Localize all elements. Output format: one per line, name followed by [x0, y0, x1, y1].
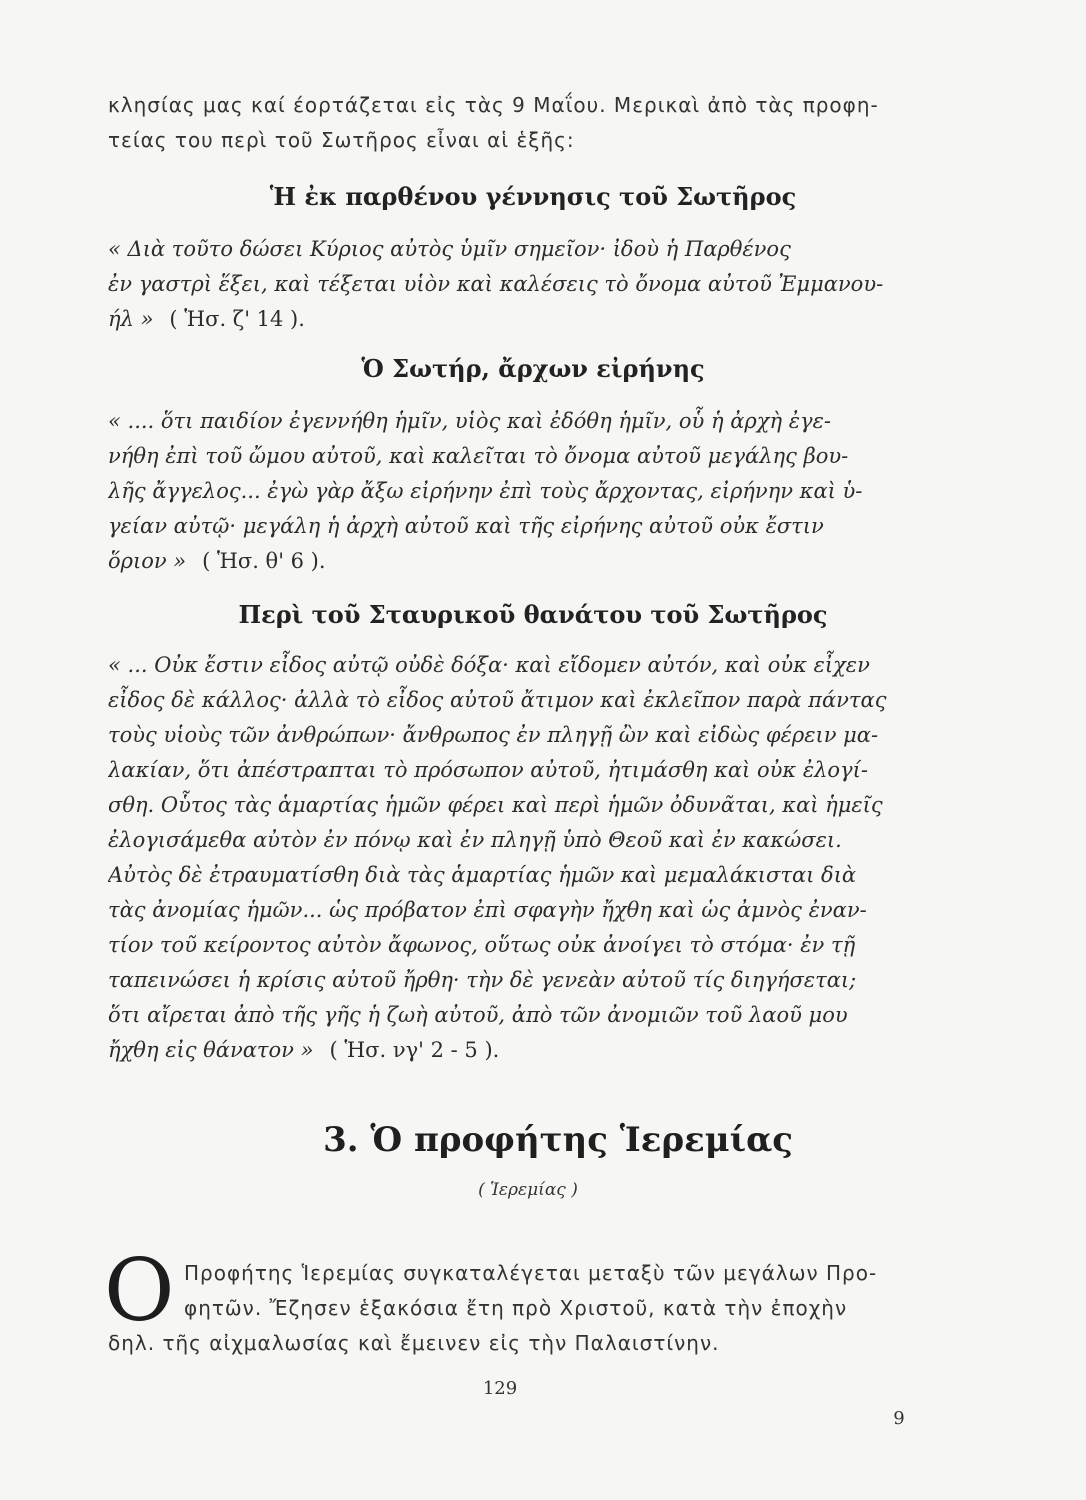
quote-line: « ... Οὐκ ἔστιν εἶδος αὐτῷ οὐδὲ δόξα· καὶ εἴδομεν αὐτόν, καὶ οὐκ εἶχεν [108, 653, 870, 677]
quote-line: σθη. Οὗτος τὰς ἁμαρτίας ἡμῶν φέρει καὶ περὶ ἡμῶν ὀδυνᾶται, καὶ ἡμεῖς [108, 793, 883, 817]
section-heading-crucifixion: Περὶ τοῦ Σταυρικοῦ θανάτου τοῦ Σωτῆρος [238, 600, 828, 629]
quote-line: Αὐτὸς δὲ ἐτραυματίσθη διὰ τὰς ἁμαρτίας ἡμῶν καὶ μεμαλάκισται διὰ [108, 863, 857, 887]
quote-line-text: ὅριον » [108, 549, 187, 573]
scripture-reference: ( Ἡσ. θ' 6 ). [202, 549, 326, 573]
quote-line: τίον τοῦ κείροντος αὐτὸν ἄφωνος, οὕτως οὐκ ἀνοίγει τὸ στόμα· ἐν τῇ [108, 933, 856, 957]
section-heading-virgin-birth: Ἡ ἐκ παρθένου γέννησις τοῦ Σωτῆρος [269, 182, 797, 211]
quote-line: ὅτι αἴρεται ἀπὸ τῆς γῆς ἡ ζωὴ αὐτοῦ, ἀπὸ τῶν ἀνομιῶν τοῦ λαοῦ μου [108, 1003, 848, 1027]
intro-line: κλησίας μας καί έορτάζεται εἰς τὰς 9 Μαΐου. Μερικαὶ ἀπὸ τὰς προφη- [108, 93, 879, 117]
section-quote-crucifixion [108, 648, 936, 1068]
quote-line: « .... ὅτι παιδίον ἐγεννήθη ἡμῖν, υἱὸς καὶ ἐδόθη ἡμῖν, οὗ ἡ ἀρχὴ ἐγε- [108, 409, 831, 433]
quote-line-text: ήλ » [108, 307, 154, 331]
quote-line: γείαν αὐτῷ· μεγάλη ἡ ἀρχὴ αὐτοῦ καὶ τῆς εἰρήνης αὐτοῦ οὐκ ἔστιν [108, 514, 824, 538]
quote-line [108, 544, 936, 579]
scripture-reference: ( Ἡσ. ζ' 14 ). [169, 307, 305, 331]
section-quote-virgin-birth [108, 232, 936, 337]
intro-paragraph [108, 88, 936, 158]
quote-line: λῆς ἄγγελος... ἐγὼ γὰρ ἄξω εἰρήνην ἐπὶ τοὺς ἄρχοντας, εἰρήνην καὶ ὑ- [108, 479, 863, 503]
quote-line: ἐν γαστρὶ ἕξει, καὶ τέξεται υἱὸν καὶ καλέσεις τὸ ὄνομα αὐτοῦ Ἐμμανου- [108, 272, 884, 296]
page-number: 129 [482, 1378, 518, 1399]
quote-line: εἶδος δὲ κάλλος· ἀλλὰ τὸ εἶδος αὐτοῦ ἄτιμον καὶ ἐκλεῖπον παρὰ πάντας [108, 688, 887, 712]
scripture-reference: ( Ἡσ. νγ' 2 - 5 ). [329, 1038, 500, 1062]
quote-line [108, 302, 936, 337]
intro-line: τείας του περὶ τοῦ Σωτῆρος εἶναι αἱ ἑξῆς: [108, 128, 575, 152]
quote-line: « Διὰ τοῦτο δώσει Κύριος αὐτὸς ὑμῖν σημεῖον· ἰδοὺ ἡ Παρθένος [108, 237, 791, 261]
quote-line: τοὺς υἱοὺς τῶν ἀνθρώπων· ἄνθρωπος ἐν πληγῇ ὢν καὶ εἰδὼς φέρειν μα- [108, 723, 879, 747]
quote-line [108, 1033, 936, 1068]
quote-line: λακίαν, ὅτι ἀπέστραπται τὸ πρόσωπον αὐτοῦ, ἠτιμάσθη καὶ οὐκ ἐλογί- [108, 758, 868, 782]
chapter-title: 3. Ὁ προφήτης Ἱερεμίας [323, 1120, 793, 1160]
body-line: δηλ. τῆς αἰχμαλωσίας καὶ ἔμεινεν εἰς τὴν Παλαιστίνην. [108, 1331, 720, 1355]
chapter-body-paragraph [108, 1256, 936, 1361]
chapter-subtitle: ( Ἱερεμίας ) [478, 1180, 578, 1200]
drop-cap: Ο [104, 1241, 175, 1341]
quote-line: τὰς ἀνομίας ἡμῶν... ὡς πρόβατον ἐπὶ σφαγὴν ἤχθη καὶ ὡς ἀμνὸς ἐναν- [108, 898, 867, 922]
body-line: Προφήτης Ἱερεμίας συγκαταλέγεται μεταξὺ τῶν μεγάλων Προ- [184, 1261, 878, 1285]
quote-line: νήθη ἐπὶ τοῦ ὤμου αὐτοῦ, καὶ καλεῖται τὸ ὄνομα αὐτοῦ μεγάλης βου- [108, 444, 849, 468]
section-quote-prince-of-peace [108, 404, 936, 579]
body-line: φητῶν. Ἔζησεν ἑξακόσια ἔτη πρὸ Χριστοῦ, κατὰ τὴν ἐποχὴν [184, 1296, 848, 1320]
quote-line-text: ἤχθη εἰς θάνατον » [108, 1038, 314, 1062]
section-heading-prince-of-peace: Ὁ Σωτήρ, ἄρχων εἰρήνης [361, 354, 705, 383]
quote-line: ἐλογισάμεθα αὐτὸν ἐν πόνῳ καὶ ἐν πληγῇ ὑπὸ Θεοῦ καὶ ἐν κακώσει. [108, 828, 842, 852]
quote-line: ταπεινώσει ἡ κρίσις αὐτοῦ ἤρθη· τὴν δὲ γενεὰν αὐτοῦ τίς διηγήσεται; [108, 968, 857, 992]
signature-mark: 9 [893, 1408, 905, 1429]
